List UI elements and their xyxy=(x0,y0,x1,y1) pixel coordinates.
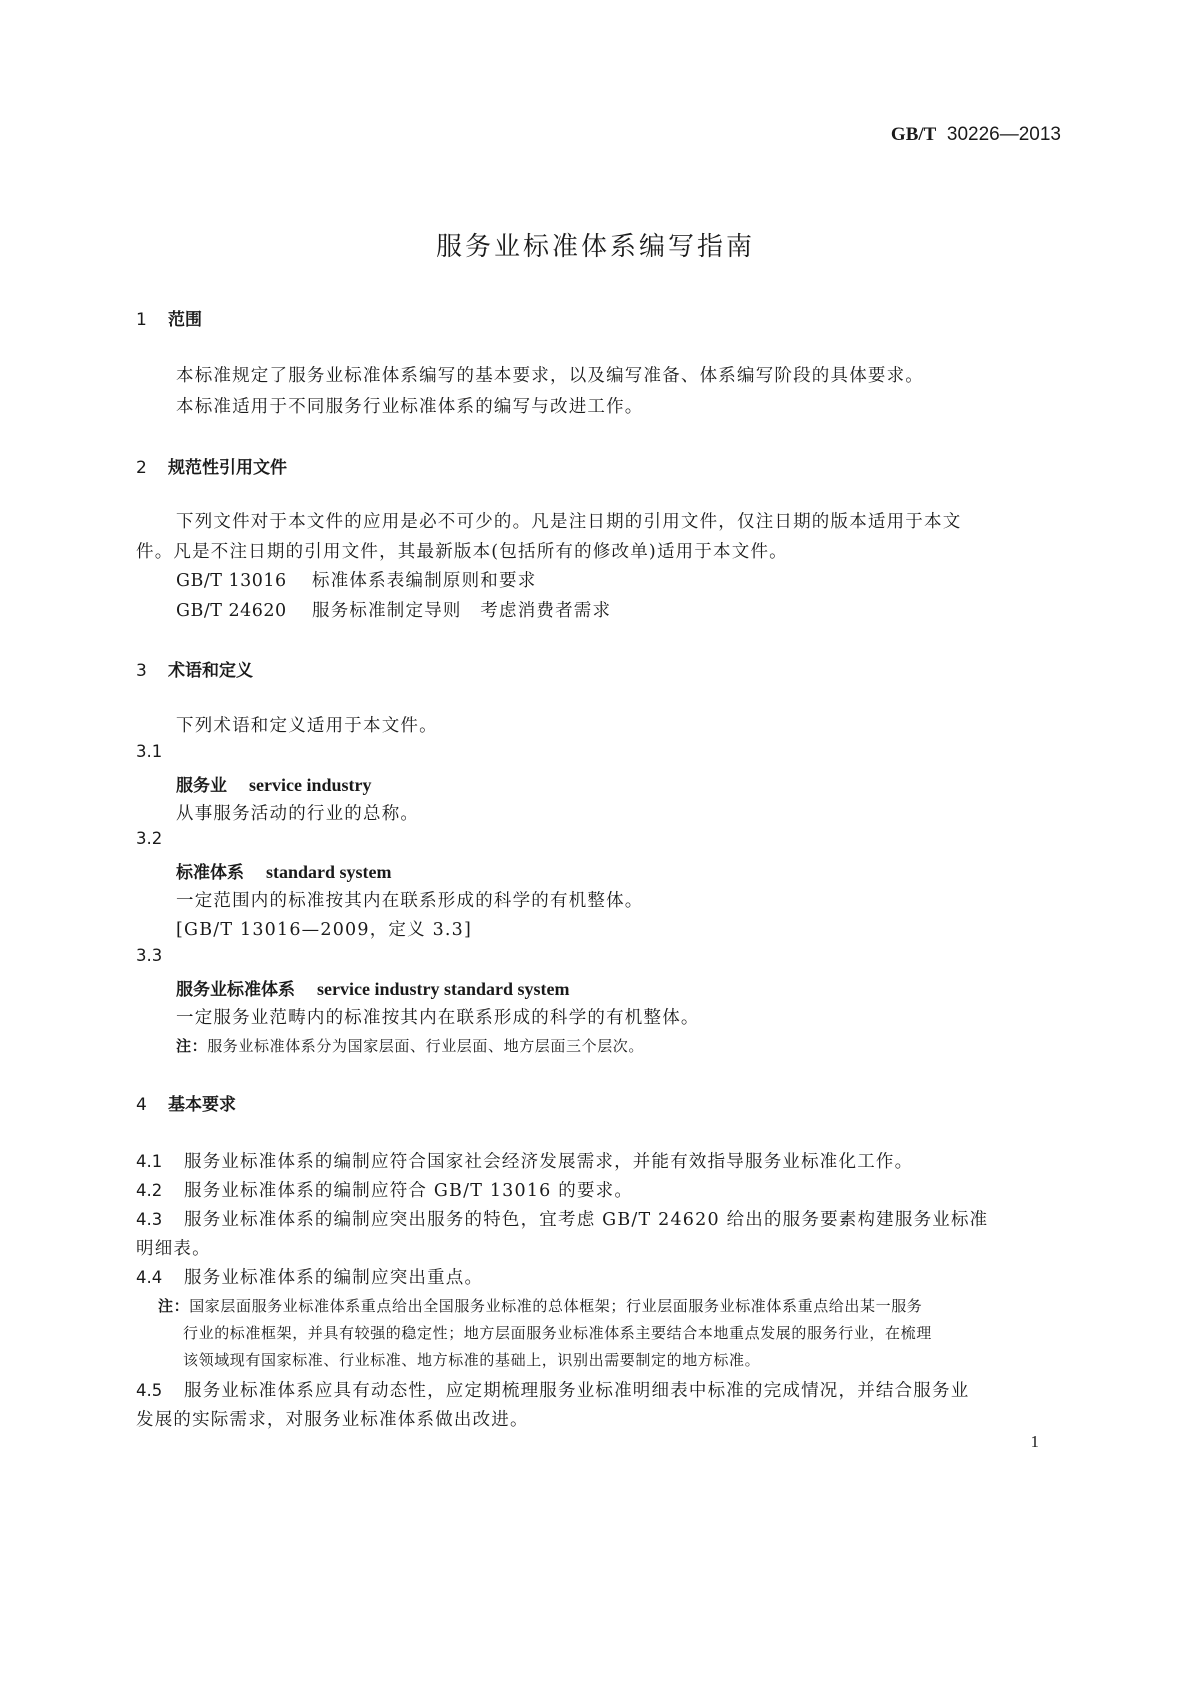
requirement-note xyxy=(158,1295,922,1316)
paragraph: 件。凡是不注日期的引用文件，其最新版本(包括所有的修改单)适用于本文件。 xyxy=(136,542,788,562)
term-zh: 标准体系 xyxy=(176,863,244,883)
term-source: [GB/T 13016—2009，定义 3.3] xyxy=(176,920,473,940)
note-text: 服务业标准体系分为国家层面、行业层面、地方层面三个层次。 xyxy=(207,1037,645,1055)
normative-reference xyxy=(176,597,611,622)
item-text: 服务业标准体系的编制应符合国家社会经济发展需求，并能有效指导服务业标准化工作。 xyxy=(184,1152,914,1172)
term-number: 3.1 xyxy=(136,742,163,761)
note-label: 注： xyxy=(158,1297,190,1315)
requirement-item xyxy=(136,1177,633,1202)
term-entry xyxy=(176,975,570,1000)
paragraph: 下列文件对于本文件的应用是必不可少的。凡是注日期的引用文件，仅注日期的版本适用于本文 xyxy=(176,512,962,532)
requirement-item xyxy=(136,1206,988,1231)
term-number: 3.3 xyxy=(136,946,163,965)
reference-code: GB/T 24620 xyxy=(176,601,287,621)
item-number: 4.2 xyxy=(136,1181,163,1200)
section-heading-4 xyxy=(136,1090,236,1115)
reference-title: 服务标准制定导则 考虑消费者需求 xyxy=(312,601,612,621)
reference-title: 标准体系表编制原则和要求 xyxy=(312,571,537,591)
term-definition: 一定范围内的标准按其内在联系形成的科学的有机整体。 xyxy=(176,891,644,911)
requirement-item xyxy=(136,1264,483,1289)
normative-reference xyxy=(176,567,536,592)
section-heading-1 xyxy=(136,305,202,330)
standard-prefix: GB/T xyxy=(890,124,937,145)
requirement-note-continuation: 行业的标准框架，并具有较强的稳定性；地方层面服务业标准体系主要结合本地重点发展的服务行业，在梳理 xyxy=(183,1324,932,1342)
item-text: 服务业标准体系应具有动态性，应定期梳理服务业标准明细表中标准的完成情况，并结合服务业 xyxy=(184,1381,970,1401)
page-number: 1 xyxy=(1030,1432,1039,1451)
document-title: 服务业标准体系编写指南 xyxy=(435,232,755,262)
term-definition: 从事服务活动的行业的总称。 xyxy=(176,804,420,824)
item-text: 服务业标准体系的编制应突出服务的特色，宜考虑 GB/T 24620 给出的服务要素构建服务业标准 xyxy=(184,1210,989,1230)
note-text: 国家层面服务业标准体系重点给出全国服务业标准的总体框架；行业层面服务业标准体系重点给出某一服务 xyxy=(189,1297,923,1315)
term-note xyxy=(176,1035,644,1056)
term-en: service industry standard system xyxy=(317,979,570,999)
reference-code: GB/T 13016 xyxy=(176,571,287,591)
requirement-note-continuation: 该领域现有国家标准、行业标准、地方标准的基础上，识别出需要制定的地方标准。 xyxy=(183,1351,761,1369)
item-number: 4.5 xyxy=(136,1381,163,1400)
requirement-item-continuation: 明细表。 xyxy=(136,1239,211,1259)
section-title: 规范性引用文件 xyxy=(168,458,287,478)
section-number: 4 xyxy=(136,1095,147,1115)
paragraph: 下列术语和定义适用于本文件。 xyxy=(176,716,438,736)
item-text: 服务业标准体系的编制应突出重点。 xyxy=(184,1268,484,1288)
paragraph: 本标准适用于不同服务行业标准体系的编写与改进工作。 xyxy=(176,397,644,417)
paragraph: 本标准规定了服务业标准体系编写的基本要求，以及编写准备、体系编写阶段的具体要求。 xyxy=(176,366,924,386)
item-number: 4.3 xyxy=(136,1210,163,1229)
section-number: 1 xyxy=(136,310,147,330)
section-title: 基本要求 xyxy=(168,1095,236,1115)
requirement-item xyxy=(136,1148,913,1173)
section-heading-3 xyxy=(136,656,253,681)
term-definition: 一定服务业范畴内的标准按其内在联系形成的科学的有机整体。 xyxy=(176,1008,700,1028)
requirement-item xyxy=(136,1377,969,1402)
section-title: 术语和定义 xyxy=(168,661,253,681)
item-text: 服务业标准体系的编制应符合 GB/T 13016 的要求。 xyxy=(184,1181,634,1201)
term-zh: 服务业标准体系 xyxy=(176,980,295,1000)
standard-identifier xyxy=(891,124,1061,146)
section-title: 范围 xyxy=(168,310,202,330)
item-number: 4.4 xyxy=(136,1268,163,1287)
section-heading-2 xyxy=(136,453,287,478)
standard-number: 30226—2013 xyxy=(946,124,1061,145)
requirement-item-continuation: 发展的实际需求，对服务业标准体系做出改进。 xyxy=(136,1410,529,1430)
term-number: 3.2 xyxy=(136,829,163,848)
term-entry xyxy=(176,771,371,796)
section-number: 2 xyxy=(136,458,147,478)
term-zh: 服务业 xyxy=(176,776,227,796)
note-label: 注： xyxy=(176,1037,208,1055)
item-number: 4.1 xyxy=(136,1152,163,1171)
term-entry xyxy=(176,858,392,883)
section-number: 3 xyxy=(136,661,147,681)
term-en: service industry xyxy=(249,775,372,795)
term-en: standard system xyxy=(266,862,392,882)
